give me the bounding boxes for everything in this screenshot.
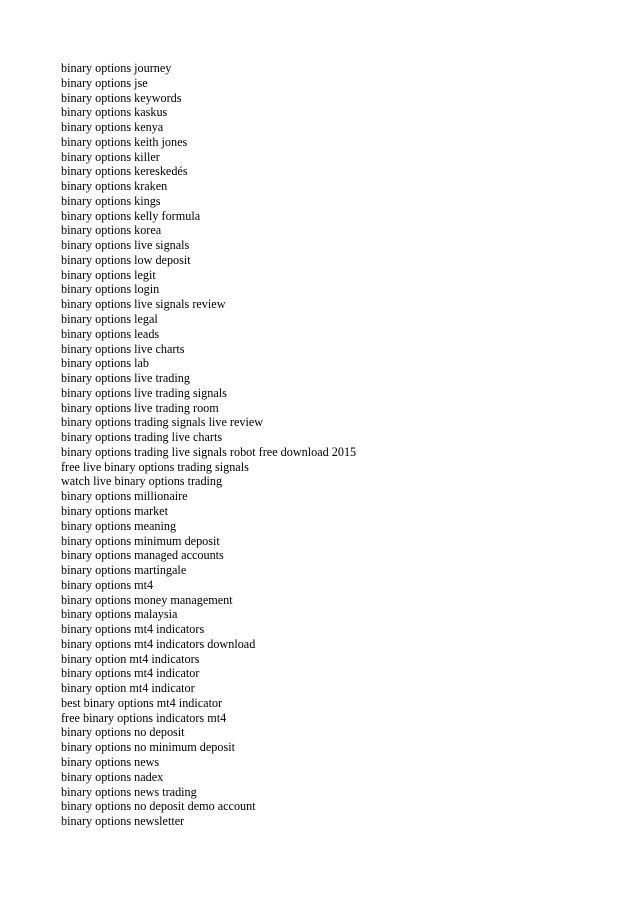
keyword-line: binary options legal — [61, 312, 158, 327]
keyword-line: binary options leads — [61, 326, 160, 341]
keyword-line: binary options lab — [61, 356, 150, 371]
keyword-line: binary options kaskus — [61, 105, 168, 120]
keyword-line: binary option mt4 indicators — [61, 651, 200, 666]
keyword-line: binary options keywords — [61, 90, 182, 105]
keyword-line: binary options market — [61, 503, 168, 518]
keyword-line: binary option mt4 indicator — [61, 681, 195, 696]
keyword-line: binary options millionaire — [61, 489, 188, 504]
keyword-line: binary options minimum deposit — [61, 533, 220, 548]
keyword-line: binary options login — [61, 282, 160, 297]
keyword-line: binary options live trading — [61, 371, 190, 386]
keyword-line: binary options low deposit — [61, 252, 191, 267]
keyword-line: binary options korea — [61, 223, 162, 238]
keyword-line: binary options news trading — [61, 784, 197, 799]
keyword-line: binary options money management — [61, 592, 233, 607]
keyword-line: binary options kings — [61, 193, 161, 208]
keyword-line: binary options legit — [61, 267, 156, 282]
keyword-line: binary options trading signals live review — [61, 415, 264, 430]
keyword-line: binary options nadex — [61, 769, 164, 784]
keyword-line: binary options journey — [61, 61, 172, 75]
keyword-line: free binary options indicators mt4 — [61, 710, 227, 725]
keyword-line: binary options live trading room — [61, 400, 219, 415]
keyword-line: binary options trading live signals robot free download 2015 — [61, 444, 357, 459]
keyword-line: free live binary options trading signals — [61, 459, 249, 474]
keyword-line: binary options trading live charts — [61, 430, 223, 445]
keyword-line: best binary options mt4 indicator — [61, 695, 223, 710]
keyword-line: binary options kereskedés — [61, 164, 188, 179]
keyword-line: binary options live signals review — [61, 297, 226, 312]
keyword-line: binary options kelly formula — [61, 208, 201, 223]
keyword-line: binary options mt4 indicator — [61, 666, 200, 681]
keyword-line: binary options malaysia — [61, 607, 178, 622]
keyword-list — [61, 61, 356, 829]
keyword-line: binary options live signals — [61, 238, 190, 253]
keyword-line: binary options mt4 indicators — [61, 622, 205, 637]
keyword-line: binary options mt4 indicators download — [61, 636, 256, 651]
keyword-line: binary options killer — [61, 149, 160, 164]
keyword-line: binary options mt4 — [61, 577, 154, 592]
keyword-line: binary options kenya — [61, 120, 164, 135]
keyword-line: binary options live charts — [61, 341, 185, 356]
keyword-line: binary options newsletter — [61, 814, 185, 829]
keyword-line: binary options news — [61, 754, 160, 769]
keyword-line: binary options jse — [61, 75, 148, 90]
keyword-line: binary options keith jones — [61, 134, 188, 149]
keyword-line: binary options no deposit demo account — [61, 799, 256, 814]
keyword-line: binary options no minimum deposit — [61, 740, 236, 755]
keyword-line: binary options live trading signals — [61, 385, 227, 400]
keyword-line: binary options no deposit — [61, 725, 185, 740]
keyword-line: binary options managed accounts — [61, 548, 224, 563]
keyword-line: watch live binary options trading — [61, 474, 223, 489]
keyword-line: binary options meaning — [61, 518, 177, 533]
keyword-line: binary options kraken — [61, 179, 168, 194]
keyword-line: binary options martingale — [61, 563, 187, 578]
